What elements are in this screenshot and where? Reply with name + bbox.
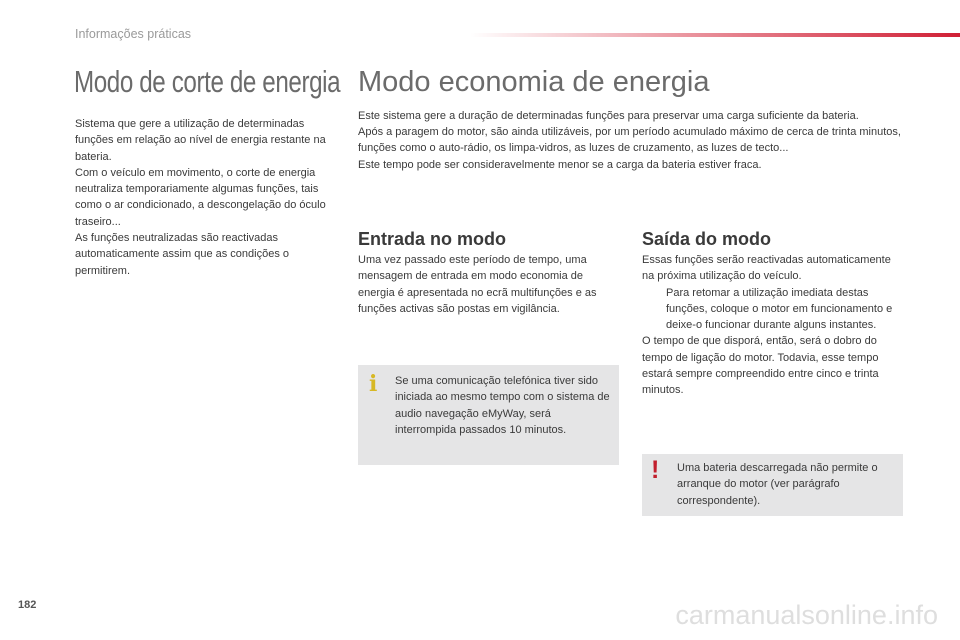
header-accent-bar <box>470 33 960 37</box>
page-number: 182 <box>18 599 37 611</box>
warning-note <box>642 454 903 516</box>
exit-heading: Saída do modo <box>642 229 772 249</box>
exit-bullet-text: Para retomar a utilização imediata destas funções, coloque o motor em funcionamento e deixe-o funcionar durante alguns instantes. <box>666 286 893 332</box>
warning-icon: ! <box>651 456 660 484</box>
exit-paragraph-2: O tempo de que disporá, então, será o dobro do tempo de ligação do motor. Todavia, esse tempo estará sempre compreendido entre cinco e trinta minutos. <box>642 335 879 397</box>
intro-text: Este sistema gere a duração de determinadas funções para preservar uma carga suficiente da bateria. Após a paragem do motor, são ainda utilizáveis, por um período acumulado máximo de cerca de trinta minutos, funções como o auto-rádio, os limpa-vidros, as luzes de cruzamento, as luzes de tecto... Este tempo pode ser consideravelmente menor se a carga da bateria estiver fraca. <box>358 110 901 171</box>
entry-heading: Entrada no modo <box>358 229 506 249</box>
entry-body: Uma vez passado este período de tempo, uma mensagem de entrada em modo economia de energia é apresentada no ecrã multifunções e as funções activas são postas em vigilância. <box>358 254 597 315</box>
exit-bullet <box>642 285 904 334</box>
exit-body <box>642 252 904 399</box>
exit-paragraph-1: Essas funções serão reactivadas automaticamente na próxima utilização do veículo. <box>642 254 891 283</box>
left-body: Sistema que gere a utilização de determinadas funções em relação ao nível de energia restante na bateria. Com o veículo em movimento, o corte de energia neutraliza temporariamente algumas funções, tais como o ar condicionado, a descongelação do óculo traseiro... As funções neutralizadas são reactivadas automaticamente assim que as condições o permitirem. <box>75 118 326 277</box>
info-note <box>358 365 619 465</box>
bullet-marker <box>642 285 666 334</box>
warning-note-text: Uma bateria descarregada não permite o arranque do motor (ver parágrafo correspondente). <box>677 462 878 507</box>
info-icon: i <box>369 371 378 397</box>
page-title: Modo economia de energia <box>358 66 710 98</box>
watermark: carmanualsonline.info <box>675 600 938 630</box>
section-label: Informações práticas <box>75 27 192 41</box>
left-title: Modo de corte de energia <box>74 64 341 99</box>
info-note-text: Se uma comunicação telefónica tiver sido iniciada ao mesmo tempo com o sistema de audio navegação eMyWay, será interrompida passados 10 minutos. <box>395 375 610 436</box>
